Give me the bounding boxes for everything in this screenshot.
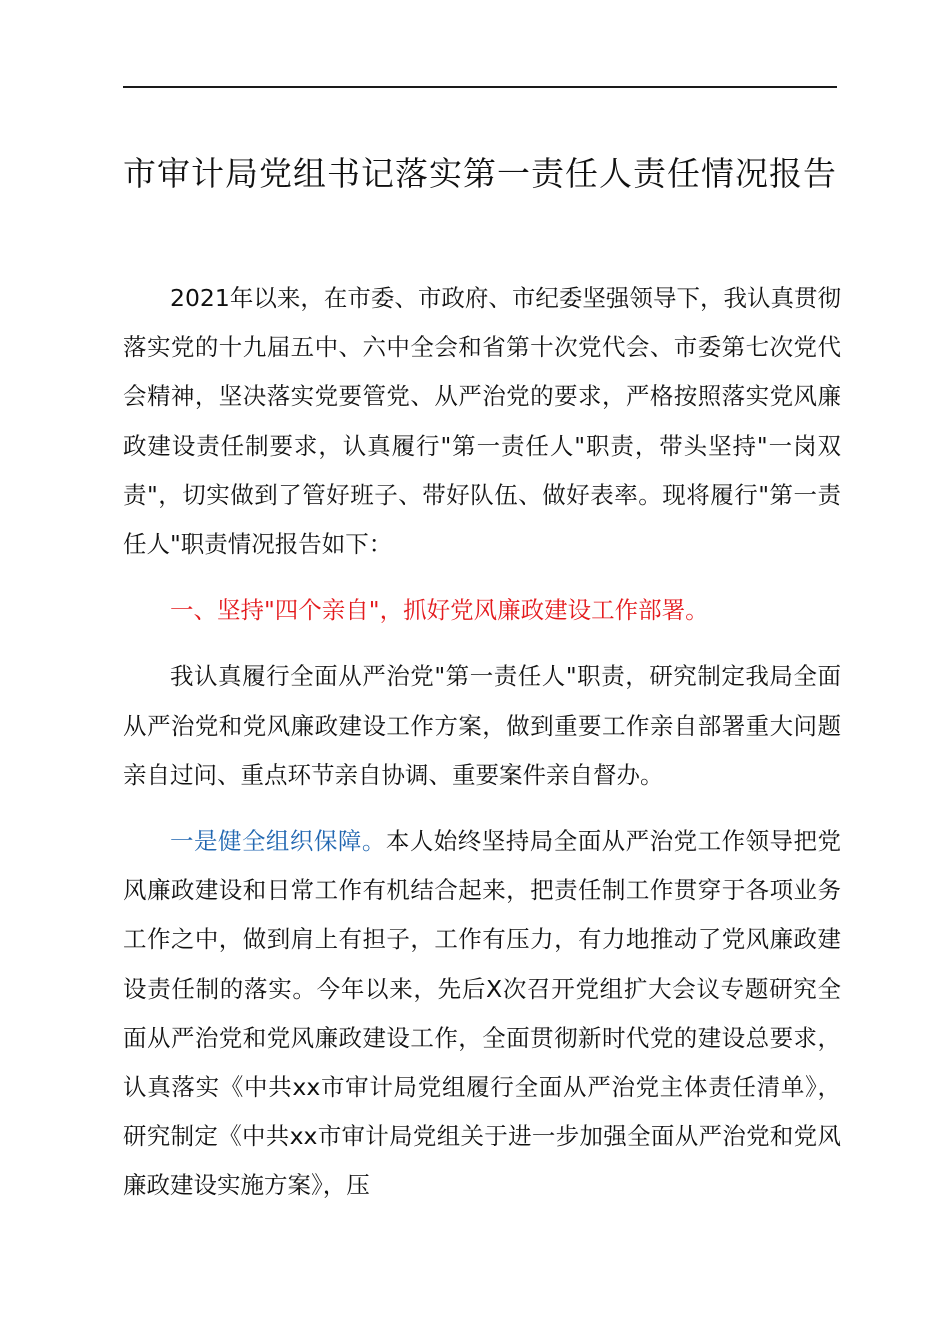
document-title: 市审计局党组书记落实第一责任人责任情况报告 [123, 154, 837, 193]
point-1-paragraph [123, 817, 841, 1211]
document-body [123, 274, 841, 1211]
point-1-lead: 一是健全组织保障。 [170, 827, 386, 856]
header-rule [123, 86, 837, 88]
section-heading-1: 一、坚持"四个亲自"，抓好党风廉政建设工作部署。 [170, 596, 709, 625]
intro-paragraph: 2021年以来，在市委、市政府、市纪委坚强领导下，我认真贯彻落实党的十九届五中、六中全会和省第十次党代会、市委第七次党代会精神，坚决落实党要管党、从严治党的要求，严格按照落实党风廉政建设责任制要求，认真履行"第一责任人"职责，带头坚持"一岗双责"，切实做到了管好班子、带好队伍、做好表率。现将履行"第一责任人"职责情况报告如下： [123, 284, 841, 559]
point-1-body: 本人始终坚持局全面从严治党工作领导把党风廉政建设和日常工作有机结合起来，把责任制工作贯穿于各项业务工作之中，做到肩上有担子，工作有压力，有力地推动了党风廉政建设责任制的落实。今年以来，先后X次召开党组扩大会议专题研究全面从严治党和党风廉政建设工作，全面贯彻新时代党的建设总要求，认真落实《中共xx市审计局党组履行全面从严治党主体责任清单》，研究制定《中共xx市审计局党组关于进一步加强全面从严治党和党风廉政建设实施方案》，压 [123, 827, 842, 1200]
section-1-paragraph: 我认真履行全面从严治党"第一责任人"职责，研究制定我局全面从严治党和党风廉政建设工作方案，做到重要工作亲自部署重大问题亲自过问、重点环节亲自协调、重要案件亲自督办。 [123, 662, 841, 789]
